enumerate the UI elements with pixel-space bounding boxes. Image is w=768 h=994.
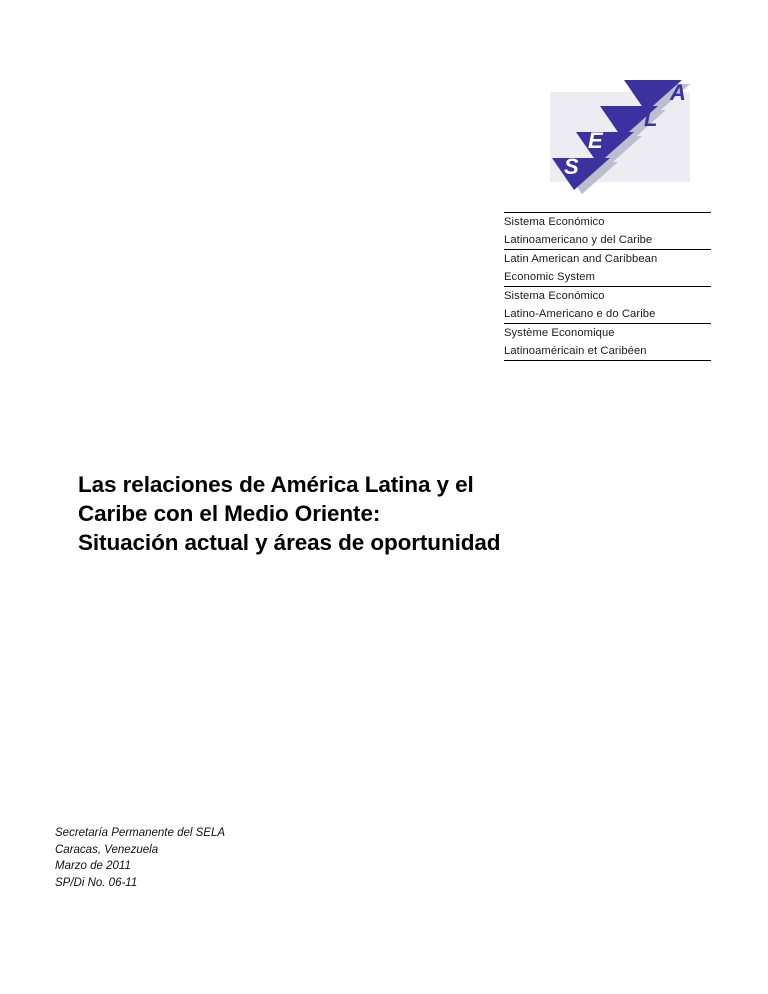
- org-group-french: [504, 324, 711, 361]
- organization-name-block: [504, 212, 711, 361]
- imprint-date: Marzo de 2011: [55, 860, 131, 872]
- org-line: Sistema Económico: [504, 216, 605, 228]
- sela-logo-graphic: [504, 78, 714, 203]
- org-line: Latino-Americano e do Caribe: [504, 308, 656, 320]
- svg-text:A: A: [670, 80, 686, 105]
- org-line: Latin American and Caribbean: [504, 253, 658, 265]
- title-line: Caribe con el Medio Oriente:: [78, 501, 381, 527]
- title-line: Las relaciones de América Latina y el: [78, 472, 474, 498]
- org-group-portuguese: [504, 287, 711, 324]
- imprint-block: [55, 825, 475, 891]
- org-line: Sistema Económico: [504, 290, 605, 302]
- imprint-publisher: Secretaría Permanente del SELA: [55, 827, 226, 839]
- svg-text:E: E: [588, 128, 603, 153]
- imprint-document-number: SP/Di No. 06-11: [55, 876, 138, 889]
- imprint-location: Caracas, Venezuela: [55, 843, 159, 856]
- org-group-spanish: [504, 212, 711, 250]
- svg-text:L: L: [644, 106, 658, 131]
- sela-logo: [504, 78, 714, 203]
- org-line: Latinoamericano y del Caribe: [504, 234, 653, 246]
- org-line: Economic System: [504, 271, 596, 283]
- org-line: Système Economique: [504, 327, 615, 339]
- title-line: Situación actual y áreas de oportunidad: [78, 530, 501, 556]
- org-line: Latinoaméricain et Caribéen: [504, 345, 647, 357]
- svg-text:S: S: [564, 154, 579, 179]
- page-title: [78, 470, 678, 557]
- org-group-english: [504, 250, 711, 287]
